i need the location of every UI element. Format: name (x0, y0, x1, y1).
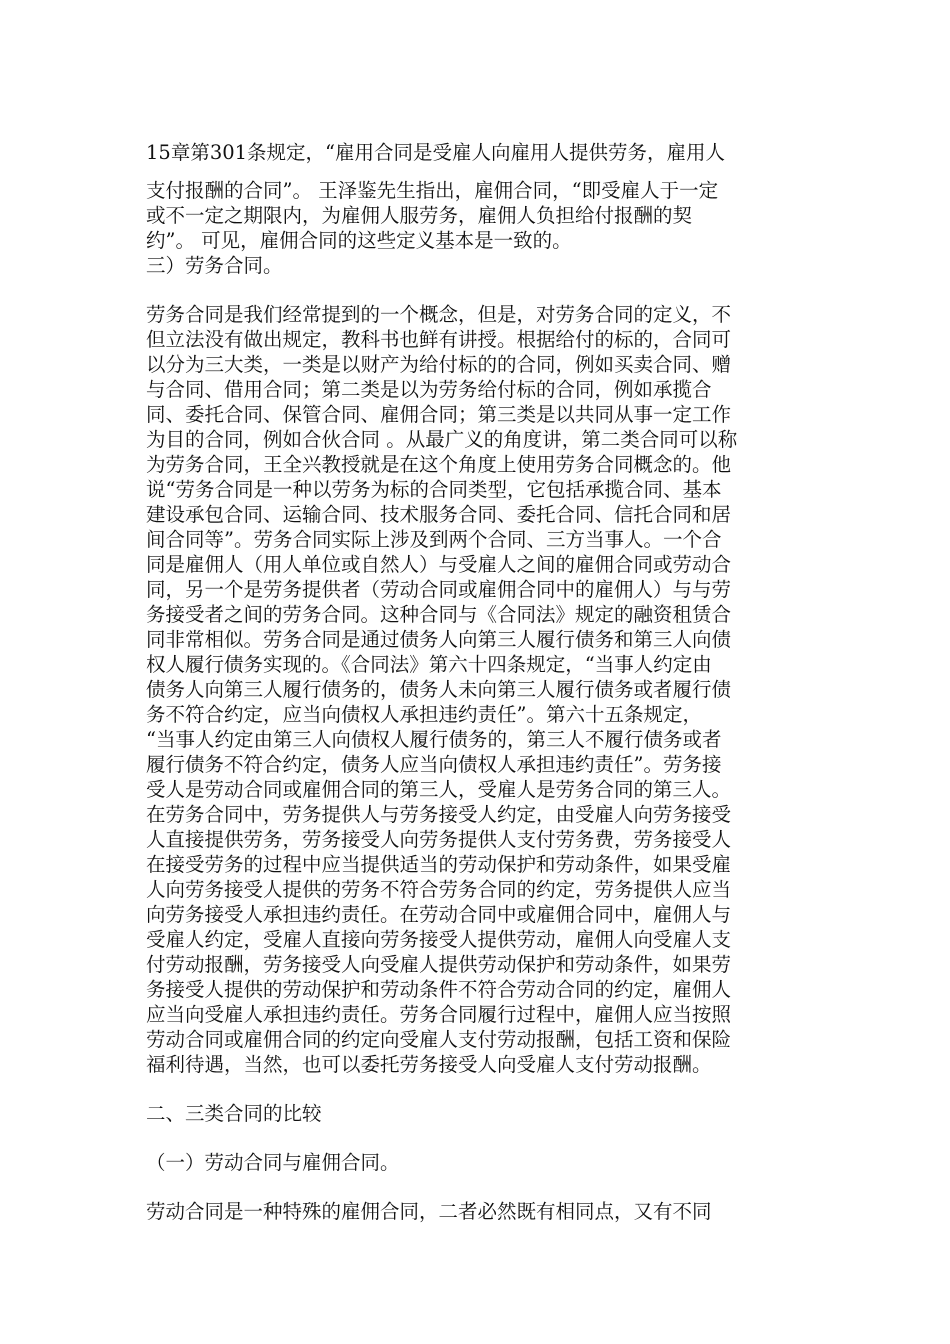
text-line: 约”。 可见，雇佣合同的这些定义基本是一致的。 (146, 229, 572, 252)
text-line: 同、委托合同、保管合同、雇佣合同；第三类是以共同从事一定工作 (146, 403, 732, 426)
text-line: 为劳务合同，王全兴教授就是在这个角度上使用劳务合同概念的。他 (146, 453, 732, 476)
text-line: 务接受人提供的劳动保护和劳动条件不符合劳动合同的约定，雇佣人 (146, 978, 732, 1001)
text-line: 人直接提供劳务，劳务接受人向劳务提供人支付劳务费，劳务接受人 (146, 828, 732, 851)
text-line: 向劳务接受人承担违约责任。在劳动合同中或雇佣合同中，雇佣人与 (146, 903, 732, 926)
text-line: 说“劳务合同是一种以劳务为标的合同类型，它包括承揽合同、基本 (146, 478, 722, 501)
text-line: “当事人约定由第三人向债权人履行债务的，第三人不履行债务或者 (146, 728, 722, 751)
text-line: 务不符合约定，应当向债权人承担违约责任”。第六十五条规定， (146, 703, 702, 726)
text-line: 以分为三大类，一类是以财产为给付标的的合同，例如买卖合同、赠 (146, 353, 732, 376)
text-line: 同是雇佣人（用人单位或自然人）与受雇人之间的雇佣合同或劳动合 (146, 553, 732, 576)
text-line: 人向劳务接受人提供的劳务不符合劳务合同的约定，劳务提供人应当 (146, 878, 732, 901)
text-line: 但立法没有做出规定，教科书也鲜有讲授。根据给付的标的，合同可 (146, 328, 732, 351)
text-line: 同，另一个是劳务提供者（劳动合同或雇佣合同中的雇佣人）与与劳 (146, 578, 732, 601)
text-line: 在劳务合同中，劳务提供人与劳务接受人约定，由受雇人向劳务接受 (146, 803, 732, 826)
text-line: 付劳动报酬，劳务接受人向受雇人提供劳动保护和劳动条件，如果劳 (146, 953, 732, 976)
section-heading: 三）劳务合同。 (146, 254, 283, 277)
subsection-heading: （一）劳动合同与雇佣合同。 (146, 1151, 400, 1174)
text-line: 应当向受雇人承担违约责任。劳务合同履行过程中，雇佣人应当按照 (146, 1003, 732, 1026)
section-heading: 二、三类合同的比较 (146, 1102, 322, 1125)
text-line: 劳动合同是一种特殊的雇佣合同，二者必然既有相同点，又有不同 (146, 1200, 712, 1223)
text-line: 同非常相似。劳务合同是通过债务人向第三人履行债务和第三人向债 (146, 628, 732, 651)
text-line: 福利待遇，当然，也可以委托劳务接受人向受雇人支付劳动报酬。 (146, 1053, 712, 1076)
text-line: 建设承包合同、运输合同、技术服务合同、委托合同、信托合同和居 (146, 503, 732, 526)
text-line: 权人履行债务实现的。《合同法》第六十四条规定，“当事人约定由 (146, 653, 712, 676)
text-line: 支付报酬的合同”。 王泽鉴先生指出，雇佣合同，“即受雇人于一定 (146, 179, 719, 202)
text-line: 为目的合同，例如合伙合同 。从最广义的角度讲，第二类合同可以称 (146, 428, 738, 451)
text-line: 受雇人约定，受雇人直接向劳务接受人提供劳动，雇佣人向受雇人支 (146, 928, 732, 951)
text-line: 劳动合同或雇佣合同的约定向受雇人支付劳动报酬，包括工资和保险 (146, 1028, 732, 1051)
text-line: 15章第301条规定，“雇用合同是受雇人向雇用人提供劳务，雇用人 (146, 141, 726, 164)
text-line: 间合同等”。劳务合同实际上涉及到两个合同、三方当事人。一个合 (146, 528, 722, 551)
text-line: 与合同、借用合同；第二类是以为劳务给付标的合同，例如承揽合 (146, 378, 712, 401)
text-line: 受人是劳动合同或雇佣合同的第三人，受雇人是劳务合同的第三人。 (146, 778, 732, 801)
text-line: 劳务合同是我们经常提到的一个概念，但是，对劳务合同的定义，不 (146, 303, 732, 326)
text-line: 在接受劳务的过程中应当提供适当的劳动保护和劳动条件，如果受雇 (146, 853, 732, 876)
text-line: 务接受者之间的劳务合同。这种合同与《合同法》规定的融资租赁合 (146, 603, 732, 626)
text-line: 债务人向第三人履行债务的，债务人未向第三人履行债务或者履行债 (146, 678, 732, 701)
text-line: 履行债务不符合约定，债务人应当向债权人承担违约责任”。劳务接 (146, 753, 722, 776)
text-line: 或不一定之期限内，为雇佣人服劳务，雇佣人负担给付报酬的契 (146, 204, 693, 227)
